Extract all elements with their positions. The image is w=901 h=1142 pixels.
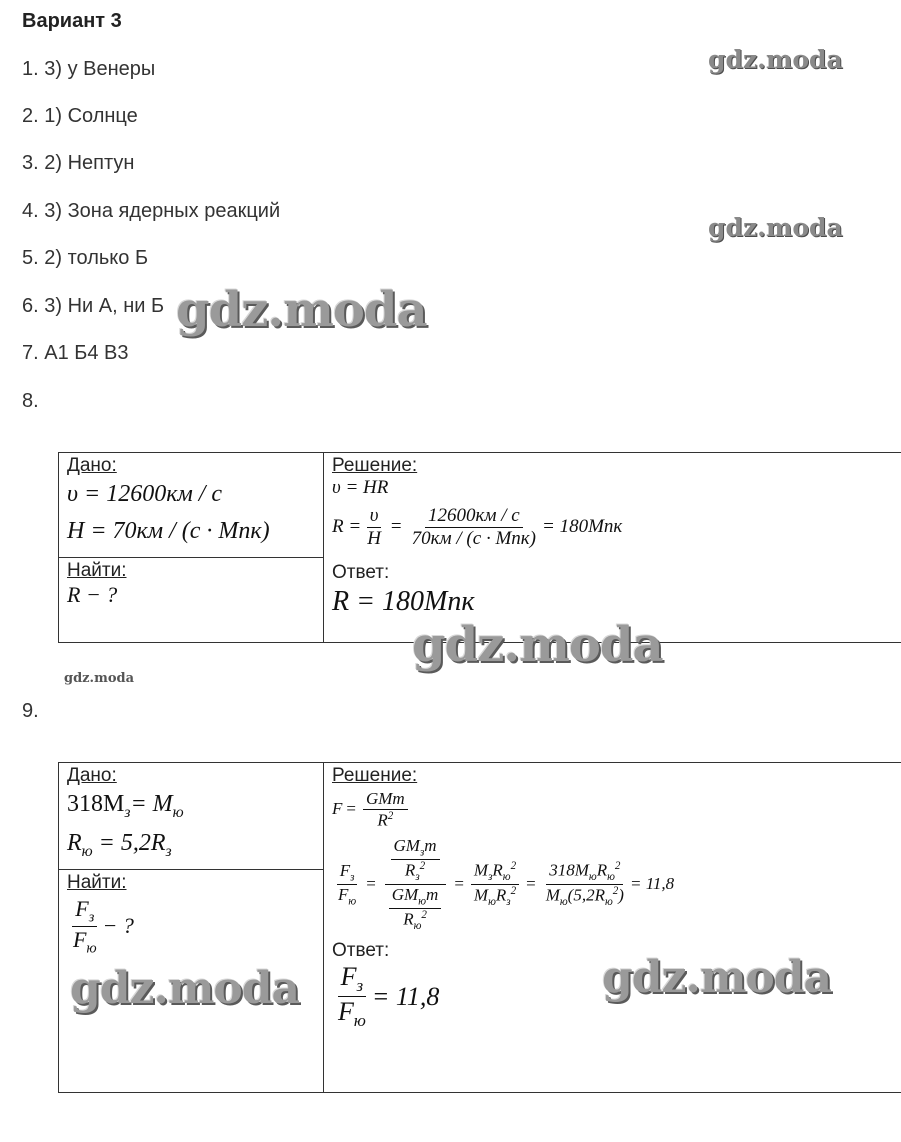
calculation: $\frac{F_з}{F_ю}$ = $\frac{\frac{GM_зm}{R_з^2}}{\frac{GM_юm}{R_ю^2}}$ = $\frac{M_зR_ю^2}{M_юR_з^2}$ = $\frac{318M_юR_ю^2}{M_ю(5,2R_ю^2)}$ = 11,8 xyxy=(332,836,894,933)
fraction-denominator: 70км / (с · Мпк) xyxy=(411,527,536,549)
watermark: gdz.moda xyxy=(176,282,427,338)
fraction: $\frac{M_зR_ю^2}{M_юR_з^2}$ xyxy=(471,860,519,909)
solution-cell xyxy=(324,763,901,1093)
find-value: R − ? xyxy=(67,582,118,607)
variant-title: Вариант 3 xyxy=(22,10,122,32)
answer-line: 5. 2) только Б xyxy=(22,247,149,269)
fraction xyxy=(409,505,539,550)
fraction: $\frac{F_з}{F_ю}$ xyxy=(338,860,357,907)
fraction-numerator: GMm xyxy=(363,789,408,810)
watermark: gdz.moda xyxy=(708,45,843,74)
given-cell xyxy=(59,453,324,558)
task-number: 9. xyxy=(22,700,39,722)
watermark: gdz.moda xyxy=(64,671,135,686)
formula: υ = HR xyxy=(332,477,389,498)
fraction xyxy=(364,505,384,550)
calc-result: = 180Мпк xyxy=(542,516,623,538)
answer-line: 1. 3) у Венеры xyxy=(22,58,156,80)
fraction-denominator: H xyxy=(367,527,381,549)
final-answer: $\frac{F_з}{F_ю}$ = 11,8 xyxy=(338,962,440,1031)
answer-line: 3. 2) Нептун xyxy=(22,152,135,174)
answer-label: Ответ: xyxy=(332,940,390,962)
calculation: R = $\frac{\upsilon}{H}$ = $\frac{12600км / с}{\text{70км / (с · Мпк)}}$ = 180Мпк xyxy=(332,505,623,549)
find-cell xyxy=(59,558,324,643)
fraction: $\frac{\frac{GM_зm}{R_з^2}}{\frac{GM_юm}{R_ю^2}}$ xyxy=(383,836,448,933)
fraction-denominator: $R^2$ xyxy=(377,809,394,830)
task8-table xyxy=(58,452,901,643)
solution-label: Решение: xyxy=(332,765,418,786)
given-value: υ = 12600км / с xyxy=(67,481,223,507)
fraction xyxy=(363,789,408,830)
task-number: 8. xyxy=(22,390,39,412)
fraction-numerator: υ xyxy=(367,505,382,528)
given-value: $318M_з= M_ю$ xyxy=(67,791,184,821)
answer-label: Ответ: xyxy=(332,561,390,583)
answer-line: 4. 3) Зона ядерных реакций xyxy=(22,200,281,222)
fraction: $\frac{318M_юR_ю^2}{M_ю(5,2R_ю^2)}$ xyxy=(545,859,624,908)
find-label: Найти: xyxy=(67,560,127,581)
fraction-numerator: 12600км / с xyxy=(425,505,523,528)
task9-table xyxy=(58,762,901,1093)
formula: F = $\frac{\text{GMm}}{R^2}$ xyxy=(332,789,894,830)
find-label: Найти: xyxy=(67,872,127,893)
given-label: Дано: xyxy=(67,765,117,786)
calc-result: = 11,8 xyxy=(629,874,675,894)
given-value: H = 70км / (с · Мпк) xyxy=(67,518,270,544)
watermark: gdz.moda xyxy=(708,213,843,242)
watermark: gdz.moda xyxy=(602,952,832,1003)
final-answer: R = 180Мпк xyxy=(332,585,475,617)
watermark: gdz.moda xyxy=(412,617,663,673)
watermark: gdz.moda xyxy=(70,963,300,1014)
solution-cell xyxy=(324,453,901,643)
solution-label: Решение: xyxy=(332,455,418,476)
given-cell xyxy=(59,763,324,870)
answer-line: 2. 1) Солнце xyxy=(22,105,138,127)
answer-line: 7. А1 Б4 В3 xyxy=(22,342,129,364)
find-value: $\frac{F_з}{F_ю}$ − ? xyxy=(73,896,134,957)
given-label: Дано: xyxy=(67,455,117,476)
answer-line: 6. 3) Ни А, ни Б xyxy=(22,295,165,317)
calc-lhs: R = xyxy=(332,516,362,538)
given-value: $R_ю = 5,2R_з$ xyxy=(67,829,172,860)
